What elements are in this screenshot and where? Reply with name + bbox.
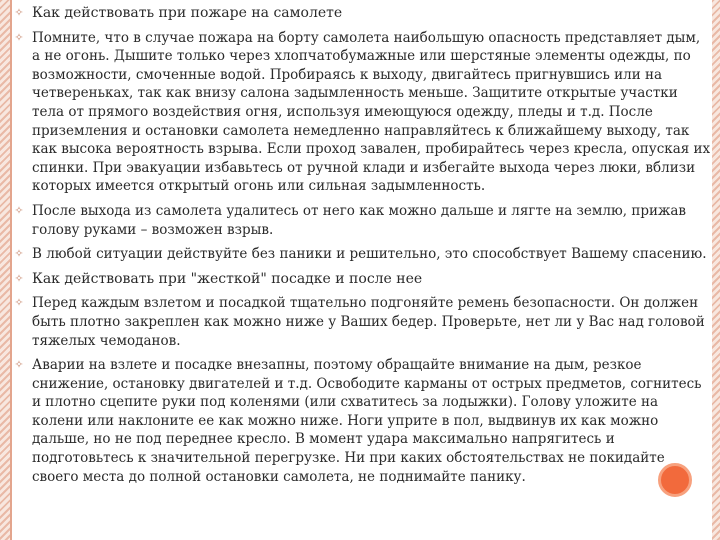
diamond-bullet-icon: ✧ [14,247,24,261]
list-item-text: Как действовать при пожаре на самолете [32,5,343,21]
diamond-bullet-icon: ✧ [14,296,24,310]
diamond-bullet-icon: ✧ [14,30,24,44]
list-item-text: Как действовать при "жесткой" посадке и после нее [32,270,423,287]
diamond-bullet-icon: ✧ [14,6,24,19]
slide-content [10,0,712,540]
right-decorative-border [712,0,720,540]
list-item [10,294,712,350]
list-item [10,270,712,289]
list-item [10,4,712,23]
list-item-text: Перед каждым взлетом и посадкой тщательно подгоняйте ремень безопасности. Он должен быть плотно закреплен как можно ниже у Ваших бедер. Проверьте, нет ли у Вас над головой тяжелых чемоданов. [32,295,705,349]
list-item [10,202,712,239]
diamond-bullet-icon: ✧ [14,271,24,285]
orange-circle-decoration [658,463,692,497]
list-item-text: Помните, что в случае пожара на борту самолета наибольшую опасность представляет дым, а не огонь. Дышите только через хлопчатобумажные или шерстяные элементы одежды, по возможности, смоченные водой. Пробираясь к выходу, двигайтесь пригнувшись или на четвереньках, так как внизу салона задымленность меньше. Защитите открытые участки тела от прямого воздействия огня, используя имеющуюся одежду, пледы и т.д. После приземления и остановки самолета немедленно направляйтесь к ближайшему выходу, так как высока вероятность взрыва. Если проход завален, пробирайтесь через кресла, опуская их спинки. При эвакуации избавьтесь от ручной клади и избегайте выхода через люки, вблизи которых имеется открытый огонь или сильная задымленность. [32,29,711,195]
list-item-text: В любой ситуации действуйте без паники и решительно, это способствует Вашему спасению. [32,246,707,263]
list-item [10,356,712,486]
bullet-list [10,0,712,486]
list-item [10,29,712,196]
diamond-bullet-icon: ✧ [14,358,24,372]
list-item [10,245,712,264]
diamond-bullet-icon: ✧ [14,203,24,217]
left-decorative-border [0,0,10,540]
list-item-text: Аварии на взлете и посадке внезапны, поэтому обращайте внимание на дым, резкое снижение, остановку двигателей и т.д. Освободите карманы от острых предметов, согнитесь и плотно сцепите руки под коленями (или схватитесь за лодыжки). Голову уложите на колени или наклоните ее как можно ниже. Ноги уприте в пол, выдвинув их как можно дальше, но не под переднее кресло. В момент удара максимально напрягитесь и подготовьтесь к значительной перегрузке. Ни при каких обстоятельствах не покидайте своего места до полной остановки самолета, не поднимайте панику. [32,357,702,485]
list-item-text: После выхода из самолета удалитесь от него как можно дальше и лягте на землю, прижав голову руками – возможен взрыв. [32,202,687,238]
